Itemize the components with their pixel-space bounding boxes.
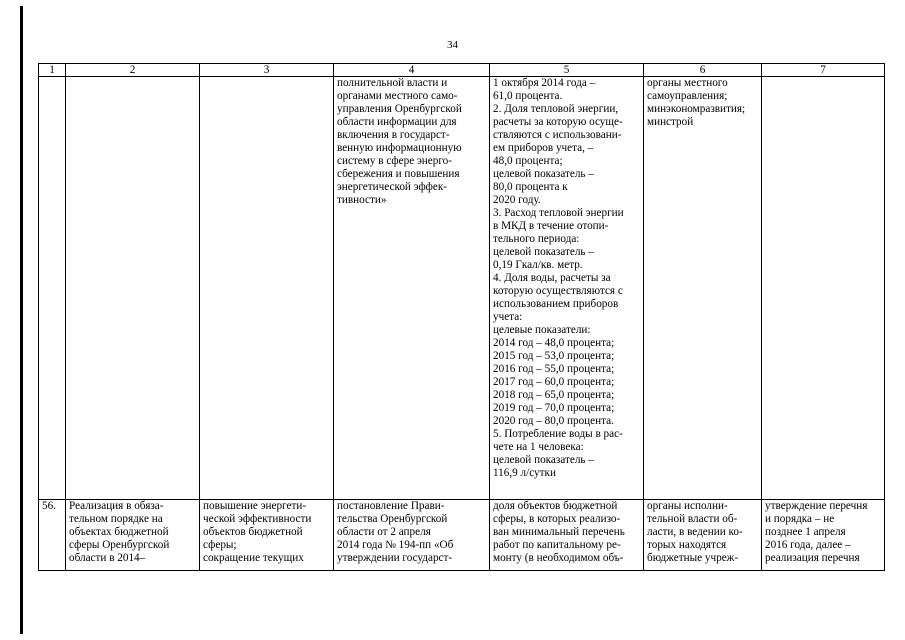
table-cell: полнительной власти и органами местного само- управления Оренбургской области информации для включения в государст- венную информационную систему в сфере энерго- сбережения и повышения энергетической эффек- тивности» — [334, 77, 490, 500]
column-header: 1 — [39, 64, 66, 77]
binding-line — [20, 6, 23, 634]
column-header: 7 — [762, 64, 885, 77]
table-row — [39, 77, 885, 500]
column-header: 2 — [66, 64, 200, 77]
table-cell: доля объектов бюджетной сферы, в которых реализо- ван минимальный перечень работ по капитальному ре- монту (в необходимом объ- — [490, 500, 644, 571]
table-cell: утверждение перечня и порядка – не позднее 1 апреля 2016 года, далее – реализация перечня — [762, 500, 885, 571]
table-cell: органы местного самоуправления; минэкономразвития; минстрой — [644, 77, 762, 500]
column-header: 3 — [200, 64, 334, 77]
column-header: 5 — [490, 64, 644, 77]
table-cell — [762, 77, 885, 500]
table-cell — [39, 77, 66, 500]
table-cell: постановление Прави- тельства Оренбургской области от 2 апреля 2014 года № 194-пп «Об утверждении государст- — [334, 500, 490, 571]
table-cell: повышение энергети- ческой эффективности объектов бюджетной сферы; сокращение текущих — [200, 500, 334, 571]
table-cell: 1 октября 2014 года – 61,0 процента. 2. Доля тепловой энергии, расчеты за которую осуще- ствляются с использовани- ем приборов учета, – 48,0 процента; целевой показатель – 80,0 процента к 2020 году. 3. Расход тепловой энергии в МКД в течение отопи- тельного периода: целевой показатель – 0,19 Гкал/кв. метр. 4. Доля воды, расчеты за которую осуществляются с использованием приборов учета: целевые показатели: 2014 год – 48,0 процента; 2015 год – 53,0 процента; 2016 год – 55,0 процента; 2017 год – 60,0 процента; 2018 год – 65,0 процента; 2019 год – 70,0 процента; 2020 год – 80,0 процента. 5. Потребление воды в рас- чете на 1 человека: целевой показатель – 116,9 л/сутки — [490, 77, 644, 500]
column-header: 6 — [644, 64, 762, 77]
table-cell: Реализация в обяза- тельном порядке на объектах бюджетной сферы Оренбургской области в 2014– — [66, 500, 200, 571]
document-table — [38, 63, 885, 571]
table-header-row — [39, 64, 885, 77]
page-number: 34 — [447, 39, 458, 51]
row-number-cell: 56. — [39, 500, 66, 571]
column-header: 4 — [334, 64, 490, 77]
table-cell — [200, 77, 334, 500]
table-row — [39, 500, 885, 571]
table-cell — [66, 77, 200, 500]
table-cell: органы исполни- тельной власти об- ласти, в ведении ко- торых находятся бюджетные учреж- — [644, 500, 762, 571]
